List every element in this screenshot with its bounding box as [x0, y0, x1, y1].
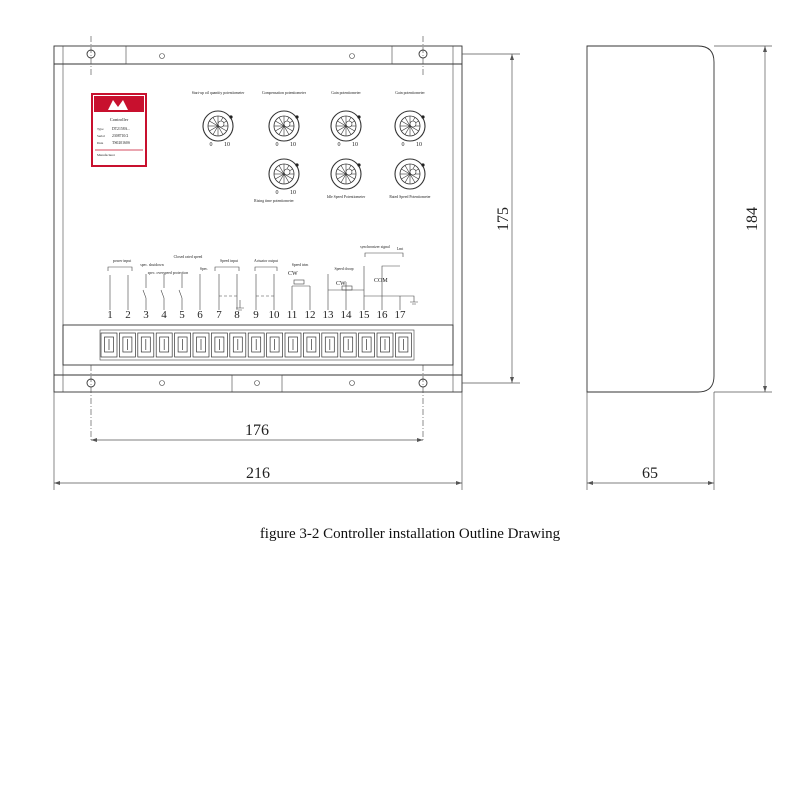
terminal-block[interactable] [340, 333, 356, 357]
label-plate-value: TS020160S [112, 141, 130, 145]
wiring-group-label: power input [112, 259, 132, 263]
symbol-label: CW [288, 271, 298, 277]
potentiometer-label: Gain potentiometer [331, 91, 361, 95]
label-plate-value: 2308710/2 [112, 134, 129, 138]
terminal-block[interactable] [211, 333, 227, 357]
label-plate-key: Date [97, 141, 104, 145]
wiring-group-label: Speed droop [334, 267, 354, 271]
potentiometer-scale-min: 0 [209, 142, 213, 148]
terminal-block[interactable] [119, 333, 135, 357]
terminal-block[interactable] [285, 333, 301, 357]
terminal-number: 11 [286, 309, 298, 321]
symbol-label: COM [374, 278, 388, 284]
potentiometer-scale-max: 10 [352, 142, 358, 148]
potentiometer[interactable] [192, 91, 245, 148]
label-plate-footer: Manufacturer [97, 153, 115, 157]
potentiometer-label: Gain potentiometer [395, 91, 425, 95]
wiring-schematic [107, 245, 418, 321]
terminal-number: 3 [143, 309, 149, 321]
terminal-number: 12 [304, 309, 316, 321]
potentiometer-scale-max: 10 [290, 190, 296, 196]
potentiometer-scale-max: 10 [224, 142, 230, 148]
wiring-group-label: synchronizer signal [360, 245, 390, 249]
label-plate-key: Serial [97, 134, 105, 138]
terminal-number: 15 [358, 309, 370, 321]
terminal-number: 14 [340, 309, 352, 321]
dimension-height-side: 184 [744, 207, 761, 231]
terminal-block[interactable] [359, 333, 375, 357]
terminal-number: 17 [394, 309, 406, 321]
dimension-width-inner: 176 [245, 422, 269, 439]
potentiometer[interactable] [262, 91, 307, 148]
terminal-number: 2 [125, 309, 131, 321]
potentiometer-scale-max: 10 [290, 142, 296, 148]
terminal-block[interactable] [377, 333, 393, 357]
potentiometer-label: Rising time potentiometer [254, 199, 294, 203]
potentiometer[interactable] [389, 159, 431, 199]
terminal-number: 8 [234, 309, 240, 321]
potentiometer-label: Compensation potentiometer [262, 91, 306, 95]
potentiometer[interactable] [327, 159, 366, 199]
terminal-block[interactable] [267, 333, 283, 357]
figure-caption: figure 3-2 Controller installation Outline Drawing [259, 526, 561, 542]
potentiometer-scale-min: 0 [275, 142, 279, 148]
potentiometer-scale-max: 10 [416, 142, 422, 148]
terminal-number: 16 [376, 309, 388, 321]
terminal-block[interactable] [230, 333, 246, 357]
label-plate [92, 94, 146, 166]
wiring-group-label: Actuator output [254, 259, 278, 263]
dimension-depth-side: 65 [642, 465, 658, 482]
label-plate-value: DT2158A... [112, 127, 131, 131]
terminal-block[interactable] [395, 333, 411, 357]
terminal-number: 9 [253, 309, 259, 321]
wiring-group-label: Closed rated speed [173, 255, 203, 259]
terminal-number: 7 [216, 309, 222, 321]
terminal-number: 4 [161, 309, 167, 321]
side-view [587, 46, 772, 490]
dimension-width-outer: 216 [246, 465, 270, 482]
terminal-number: 1 [107, 309, 113, 321]
wiring-group-label: Spec. [199, 267, 209, 271]
wiring-group-label: Speed trim [291, 263, 309, 267]
terminal-block[interactable] [248, 333, 264, 357]
terminal-block[interactable] [303, 333, 319, 357]
potentiometer-scale-min: 0 [337, 142, 341, 148]
terminal-block[interactable] [322, 333, 338, 357]
potentiometer-scale-min: 0 [401, 142, 405, 148]
terminal-block[interactable] [175, 333, 191, 357]
potentiometer[interactable] [395, 91, 425, 148]
potentiometer-scale-min: 0 [275, 190, 279, 196]
potentiometer[interactable] [331, 91, 361, 148]
terminal-number: 10 [268, 309, 280, 321]
wiring-group-label: spec. shutdown [140, 263, 164, 267]
potentiometer-label: Start-up oil quantity potentiometer [191, 91, 245, 95]
terminal-number: 5 [179, 309, 185, 321]
wiring-group-label: Lmt [396, 247, 404, 251]
wiring-group-label: Speed input [219, 259, 239, 263]
terminal-number: 13 [322, 309, 334, 321]
label-plate-key: Type [97, 127, 104, 131]
terminal-block[interactable] [193, 333, 209, 357]
potentiometer-label: Idle Speed Potentiometer [326, 195, 366, 199]
potentiometer[interactable] [254, 159, 299, 203]
symbol-label: CW [336, 281, 346, 287]
potentiometer-panel [192, 91, 432, 203]
terminal-number: 6 [197, 309, 203, 321]
wiring-group-label: spec. overspeed protection [147, 271, 189, 275]
terminal-block[interactable] [156, 333, 172, 357]
dimension-height-front: 175 [495, 207, 512, 231]
terminal-block[interactable] [101, 333, 117, 357]
potentiometer-label: Rated Speed Potentiometer [389, 195, 431, 199]
label-plate-title: Controller [109, 117, 129, 122]
terminal-block[interactable] [138, 333, 154, 357]
